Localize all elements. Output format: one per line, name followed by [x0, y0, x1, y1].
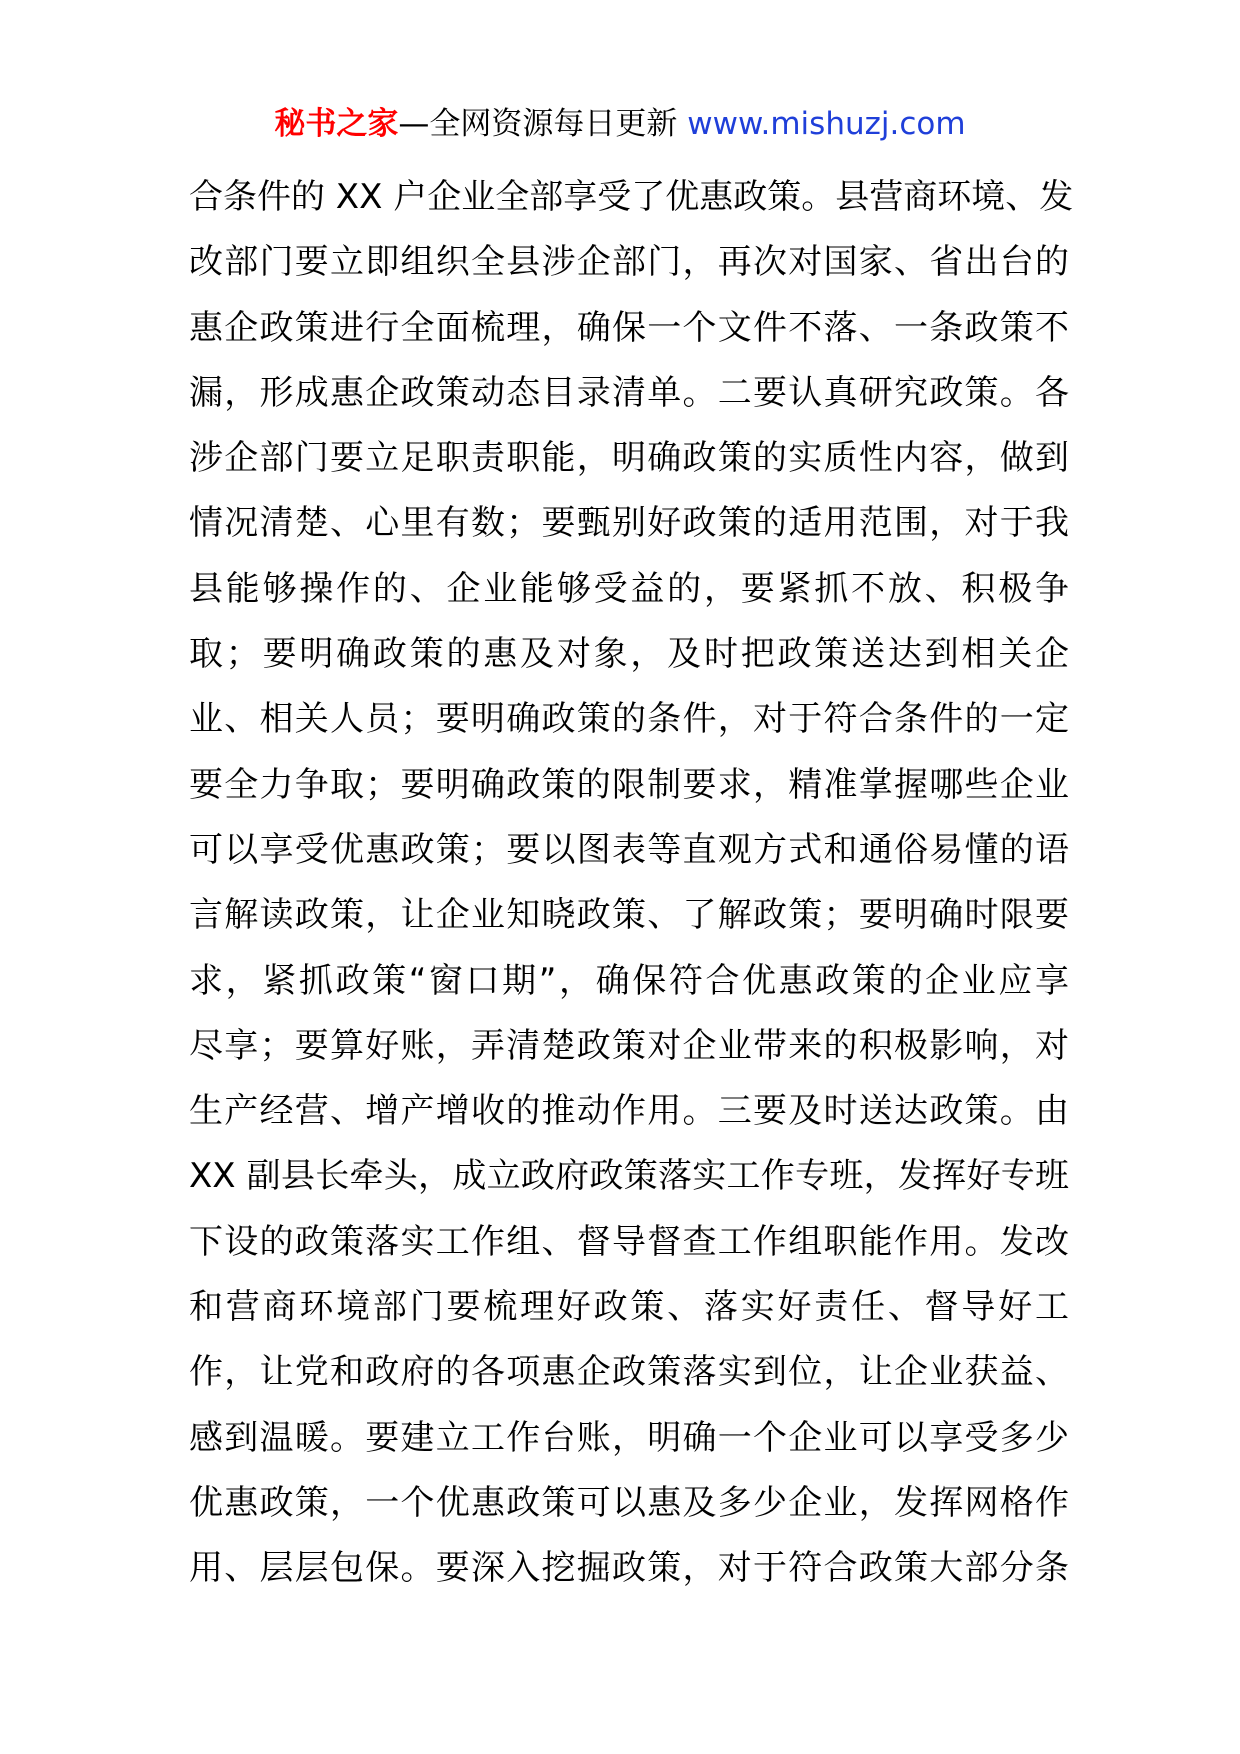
- text-line: 优惠政策，一个优惠政策可以惠及多少企业，发挥网格作: [189, 1482, 1069, 1523]
- text-line: 业、相关人员；要明确政策的条件，对于符合条件的一定: [189, 699, 1069, 740]
- text-line: 取；要明确政策的惠及对象，及时把政策送达到相关企: [189, 634, 1069, 675]
- site-url[interactable]: www.mishuzj.com: [687, 106, 966, 142]
- text-line: 用、层层包保。要深入挖掘政策，对于符合政策大部分条: [189, 1548, 1069, 1589]
- text-line: XX 副县长牵头，成立政府政策落实工作专班，发挥好专班: [189, 1156, 1069, 1197]
- text-line: 惠企政策进行全面梳理，确保一个文件不落、一条政策不: [189, 307, 1069, 348]
- text-line: 下设的政策落实工作组、督导督查工作组职能作用。发改: [189, 1221, 1069, 1262]
- text-line: 尽享；要算好账，弄清楚政策对企业带来的积极影响，对: [189, 1025, 1069, 1066]
- text-line: 漏，形成惠企政策动态目录清单。二要认真研究政策。各: [189, 372, 1069, 413]
- text-line: 要全力争取；要明确政策的限制要求，精准掌握哪些企业: [189, 764, 1069, 805]
- text-line: 合条件的 XX 户企业全部享受了优惠政策。县营商环境、发: [189, 177, 1074, 217]
- text-line: 和营商环境部门要梳理好政策、落实好责任、督导好工: [189, 1287, 1069, 1328]
- site-tagline: —全网资源每日更新: [398, 106, 688, 142]
- text-line: 生产经营、增产增收的推动作用。三要及时送达政策。由: [189, 1091, 1069, 1132]
- text-line: 县能够操作的、企业能够受益的，要紧抓不放、积极争: [189, 568, 1069, 609]
- page-header: [0, 100, 1240, 148]
- text-line: 感到温暖。要建立工作台账，明确一个企业可以享受多少: [189, 1417, 1069, 1458]
- text-line: 可以享受优惠政策；要以图表等直观方式和通俗易懂的语: [189, 829, 1069, 870]
- text-line: 情况清楚、心里有数；要甄别好政策的适用范围，对于我: [189, 503, 1069, 544]
- text-line: 涉企部门要立足职责职能，明确政策的实质性内容，做到: [189, 438, 1069, 479]
- text-line: 作，让党和政府的各项惠企政策落实到位，让企业获益、: [189, 1352, 1069, 1393]
- text-line: 言解读政策，让企业知晓政策、了解政策；要明确时限要: [189, 895, 1069, 936]
- site-brand: 秘书之家: [274, 106, 399, 142]
- text-line: 求，紧抓政策“窗口期”，确保符合优惠政策的企业应享: [189, 960, 1069, 1001]
- text-line: 改部门要立即组织全县涉企部门，再次对国家、省出台的: [189, 242, 1069, 283]
- document-body: [189, 165, 1074, 1602]
